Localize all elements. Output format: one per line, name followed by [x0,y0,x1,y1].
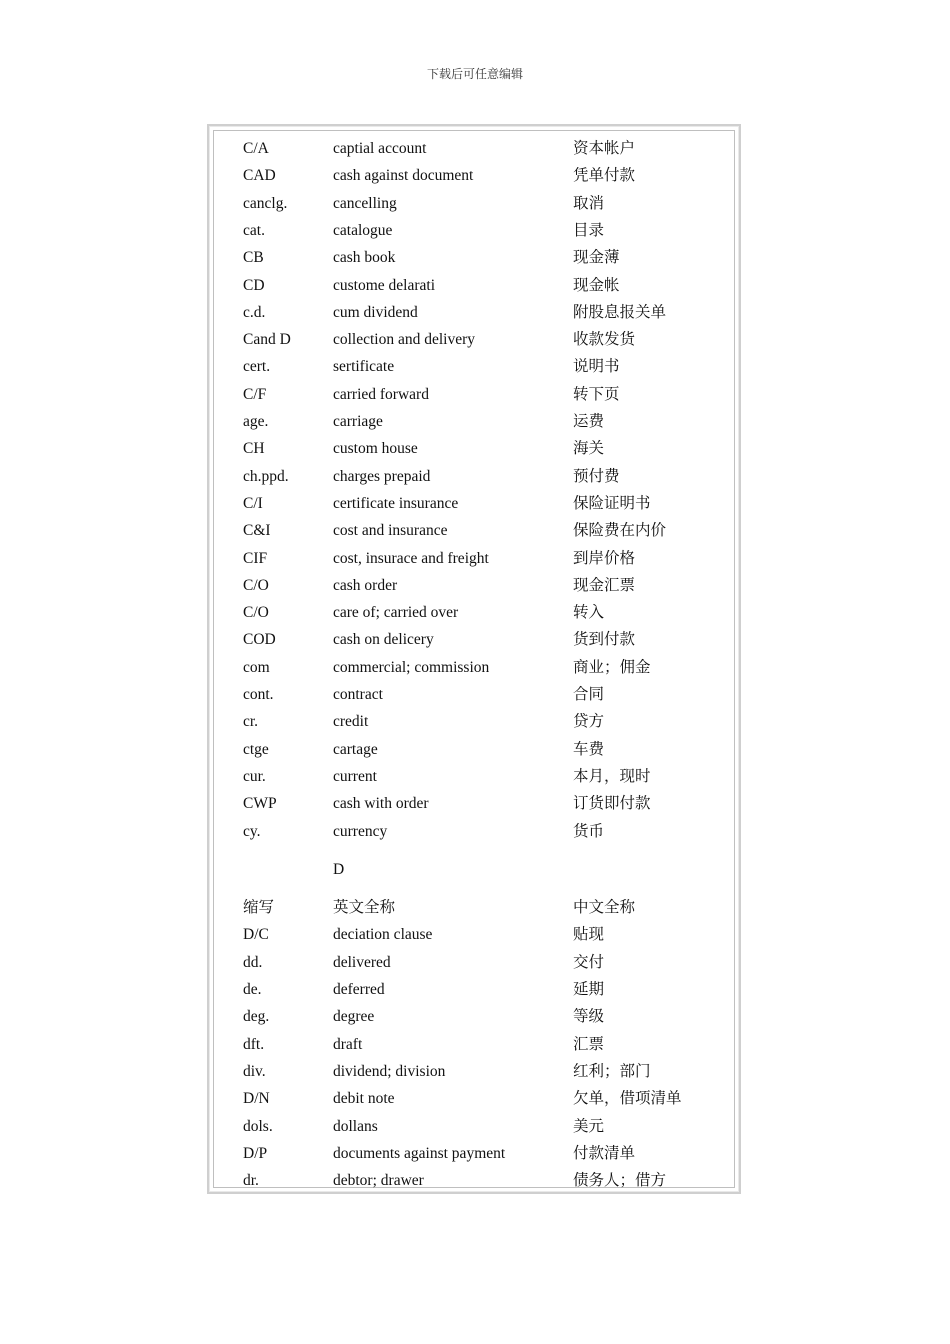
abbreviation-cell: dols. [243,1117,273,1135]
english-term-cell: debtor; drawer [333,1172,424,1190]
table-row [214,435,734,462]
table-row [214,190,734,217]
chinese-term-cell: 转入 [573,604,605,622]
abbreviation-cell: dft. [243,1035,265,1053]
table-row [214,545,734,572]
abbreviation-cell: CAD [243,167,276,185]
english-term-cell: cash on delicery [333,631,434,649]
abbreviation-cell: C/O [243,576,269,594]
english-term-cell: currency [333,822,388,840]
chinese-term-cell: 付款清单 [573,1144,636,1162]
abbreviation-cell: dr. [243,1172,259,1190]
english-term-cell: captial account [333,140,427,157]
chinese-term-cell: 目录 [573,221,605,239]
abbreviation-cell: de. [243,981,262,998]
chinese-term-cell: 红利；部门 [573,1062,651,1080]
chinese-term-cell: 中文全称 [573,899,636,917]
abbreviation-cell: cat. [243,221,265,239]
english-term-cell: delivered [333,953,391,971]
english-term-cell: credit [333,713,369,731]
chinese-term-cell: 现金帐 [573,276,620,294]
abbreviation-cell: dd. [243,953,263,971]
table-row [214,408,734,435]
chinese-term-cell: 交付 [573,953,605,971]
english-term-cell: 英文全称 [333,899,396,917]
table-inner-border [213,130,735,1188]
table-row [214,326,734,353]
english-term-cell: cost and insurance [333,522,448,540]
table-row [214,1085,734,1112]
chinese-term-cell: 保险证明书 [573,494,651,512]
table-row [214,1167,734,1194]
table-row [214,708,734,735]
table-row [214,381,734,408]
abbreviation-cell: deg. [243,1008,270,1026]
english-term-cell: catalogue [333,221,393,239]
english-term-cell: cancelling [333,194,397,212]
english-term-cell: carried forward [333,385,429,403]
abbreviation-cell: Cand D [243,331,291,349]
abbreviation-cell: cr. [243,713,259,731]
english-term-cell: documents against payment [333,1144,506,1162]
chinese-term-cell: 货币 [573,822,605,840]
abbreviation-cell: cur. [243,767,266,785]
chinese-term-cell: 运费 [573,413,605,430]
abbreviation-cell: canclg. [243,194,288,212]
table-row [214,1003,734,1030]
abbreviation-cell: cy. [243,822,261,840]
chinese-term-cell: 预付费 [573,467,620,485]
chinese-term-cell: 资本帐户 [573,140,636,157]
english-term-cell: collection and delivery [333,331,476,349]
chinese-term-cell: 订货即付款 [573,795,651,813]
abbreviation-cell: ch.ppd. [243,467,289,485]
abbreviation-cell: CWP [243,795,277,813]
table-row [214,921,734,948]
abbreviation-cell: CB [243,249,264,267]
english-term-cell: draft [333,1035,363,1053]
chinese-term-cell: 附股息报关单 [573,303,667,321]
section-letter-row [214,856,734,883]
chinese-term-cell: 货到付款 [573,631,636,649]
table-row [214,272,734,299]
abbreviation-cell: C&I [243,522,271,540]
abbreviation-cell: CIF [243,549,268,567]
chinese-term-cell: 贷方 [573,713,605,731]
abbreviation-cell: D/N [243,1090,270,1108]
english-term-cell: current [333,767,377,785]
english-term-cell: deferred [333,981,385,998]
chinese-term-cell: 到岸价格 [573,549,636,567]
chinese-term-cell: 说明书 [573,358,620,376]
abbreviation-cell: C/O [243,604,269,622]
abbreviation-cell: c.d. [243,303,266,321]
table-row [214,517,734,544]
english-term-cell: certificate insurance [333,494,459,512]
table-row [214,217,734,244]
table-row [214,1113,734,1140]
page-header: 下载后可任意编辑 [426,67,523,81]
chinese-term-cell: 海关 [573,440,605,458]
abbreviation-cell: C/A [243,140,269,157]
table-row [214,763,734,790]
abbreviation-cell: com [243,658,270,676]
table-row [214,654,734,681]
table-row [214,1140,734,1167]
chinese-term-cell: 现金汇票 [573,576,636,594]
table-row [214,818,734,845]
chinese-term-cell: 等级 [573,1008,605,1026]
table-row [214,681,734,708]
table-row [214,572,734,599]
english-term-cell: degree [333,1008,375,1026]
table-row [214,490,734,517]
english-term-cell: custome delarati [333,276,435,294]
table-row [214,353,734,380]
chinese-term-cell: 转下页 [573,385,620,403]
english-term-cell: contract [333,686,383,703]
chinese-term-cell: 取消 [573,194,605,212]
table-row [214,299,734,326]
english-term-cell: carriage [333,413,383,430]
chinese-term-cell: 凭单付款 [573,167,636,185]
abbreviation-cell: CD [243,276,265,294]
english-term-cell: cost, insurace and freight [333,549,489,567]
english-term-cell: cartage [333,740,378,758]
english-term-cell: custom house [333,440,418,458]
english-term-cell: cash order [333,576,398,594]
english-term-cell: dividend; division [333,1062,446,1080]
english-term-cell: debit note [333,1090,395,1108]
chinese-term-cell: 欠单，借项清单 [573,1090,682,1108]
english-term-cell: sertificate [333,358,395,376]
table-row [214,1058,734,1085]
abbreviation-cell: COD [243,631,276,649]
chinese-term-cell: 贴现 [573,926,605,944]
table-row [214,949,734,976]
table-row [214,244,734,271]
chinese-term-cell: 债务人；借方 [573,1172,667,1190]
chinese-term-cell: 车费 [573,740,605,758]
english-term-cell: cash with order [333,795,429,813]
table-row [214,790,734,817]
table-row [214,1031,734,1058]
english-term-cell: D [333,860,345,878]
chinese-term-cell: 汇票 [573,1035,605,1053]
chinese-term-cell: 现金薄 [573,249,620,267]
english-term-cell: cash against document [333,167,474,185]
abbreviation-cell: CH [243,440,265,458]
abbreviation-cell: div. [243,1062,266,1080]
abbreviation-cell: cert. [243,358,271,376]
table-row [214,736,734,763]
chinese-term-cell: 本月，现时 [573,767,651,785]
table-row [214,976,734,1003]
english-term-cell: dollans [333,1117,378,1135]
column-header-row [214,894,734,921]
abbreviation-cell: C/I [243,494,263,512]
abbreviation-cell: 缩写 [243,899,275,917]
abbreviation-cell: D/C [243,926,269,944]
chinese-term-cell: 收款发货 [573,331,636,349]
english-term-cell: commercial; commission [333,658,490,676]
abbreviation-cell: C/F [243,385,267,403]
english-term-cell: charges prepaid [333,467,431,485]
chinese-term-cell: 美元 [573,1117,605,1135]
table-row [214,599,734,626]
chinese-term-cell: 延期 [573,981,605,998]
abbreviation-cell: cont. [243,686,274,703]
abbreviation-cell: age. [243,413,269,430]
table-row [214,135,734,162]
chinese-term-cell: 保险费在内价 [573,522,667,540]
english-term-cell: cash book [333,249,396,267]
chinese-term-cell: 商业；佣金 [573,658,651,676]
english-term-cell: deciation clause [333,926,433,944]
table-row [214,162,734,189]
table-row [214,626,734,653]
chinese-term-cell: 合同 [573,686,605,703]
english-term-cell: care of; carried over [333,604,459,622]
abbreviation-cell: D/P [243,1144,268,1162]
table-row [214,463,734,490]
abbreviation-table [207,124,741,1194]
abbreviation-cell: ctge [243,740,269,758]
english-term-cell: cum dividend [333,303,418,321]
